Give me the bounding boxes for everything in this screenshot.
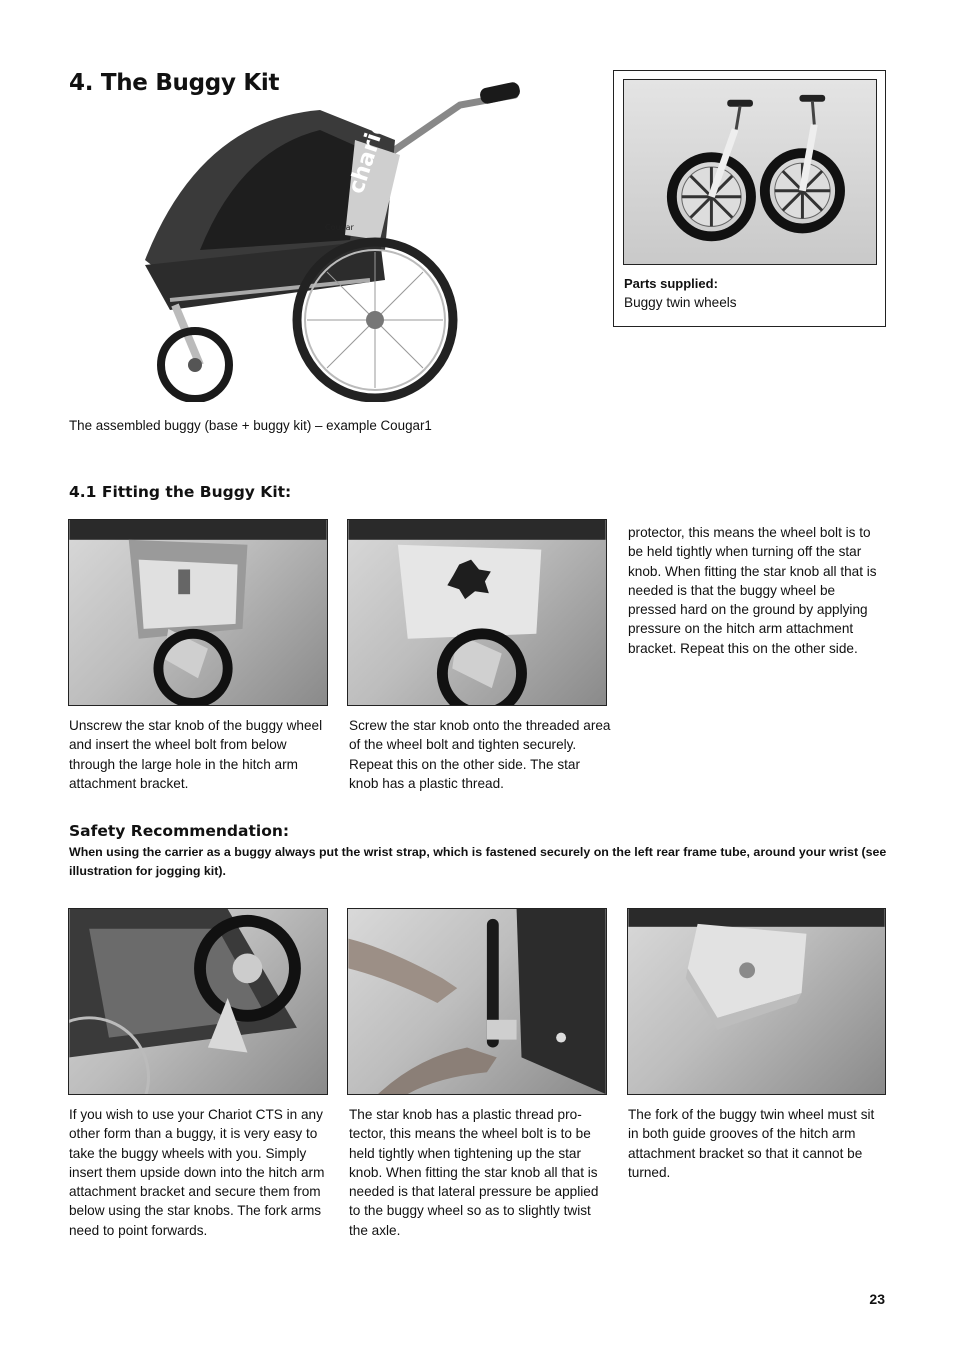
parts-label: Parts supplied: [624,276,718,291]
lower-col1-text: If you wish to use your Chariot CTS in any other form than a buggy, it is very easy to take the buggy wheels with you. Simply insert them upside down into the hitch arm attachment bracket and secure them from below using the star knobs. The fork arms need to point forwards. [69,1107,325,1238]
lower-col2-text: The star knob has a plastic thread protector, this means the wheel bolt is to be held tightly when tightening up the star knob. When fitting the star knob all that is needed is that lateral pressure be applied to the buggy wheel so as to slightly twist the axle. [349,1107,599,1238]
step1-photo [68,519,328,706]
safety-heading: Safety Recommendation: [69,822,290,840]
model-logo-text: Cougar [325,223,354,232]
section-fitting-heading: 4.1 Fitting the Buggy Kit: [69,483,292,501]
safety-text: When using the carrier as a buggy always put the wrist strap, which is fastened securely on the left rear frame tube, around your wrist (see illustration for jogging kit). [69,845,887,878]
hand-tightening-photo [347,908,607,1095]
brand-logo-text: chariot [343,105,395,197]
step2-photo [347,519,607,706]
page-title: 4. The Buggy Kit [69,70,280,96]
parts-value: Buggy twin wheels [624,295,737,310]
wheel-left-icon [672,100,753,237]
fork-grooves-photo [627,908,886,1095]
hero-caption: The assembled buggy (base + buggy kit) – example Cougar1 [69,418,432,433]
step3-text: protector, this means the wheel bolt is to be held tightly when turning off the star knob. When fitting the star knob all that is needed is that the buggy wheel be pressed hard on the ground by applying pressure on the hitch arm attachment bracket. Repeat this on the other side. [628,525,877,656]
hero-buggy-image [130,80,530,402]
twin-wheels-photo [623,79,877,265]
page-number: 23 [869,1291,885,1307]
stowed-wheel-photo [68,908,328,1095]
parts-supplied-box [613,70,886,327]
lower-col3-text: The fork of the buggy twin wheel must sit in both guide grooves of the hitch arm attachment bracket so that it cannot be turned. [628,1107,875,1180]
step2-text: Screw the star knob onto the threaded area of the wheel bolt and tighten securely. Repeat this on the other side. The star knob has a plastic thread. [349,718,611,791]
step1-text: Unscrew the star knob of the buggy wheel and insert the wheel bolt from below through the large hole in the hitch arm attachment bracket. [69,718,323,791]
wheel-right-icon [765,95,840,229]
